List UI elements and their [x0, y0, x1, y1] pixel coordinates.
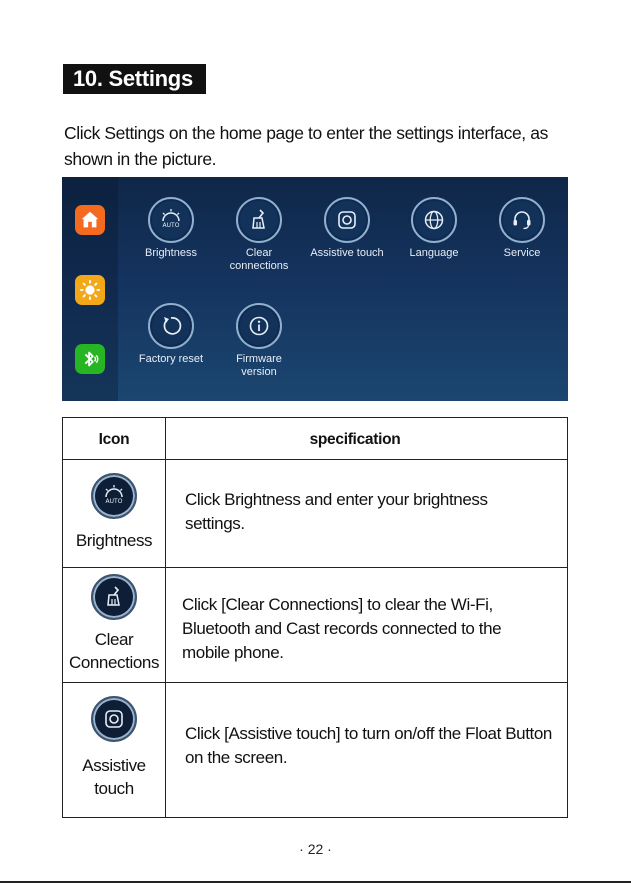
- home-icon: [79, 209, 101, 231]
- header-icon: Icon: [98, 431, 130, 448]
- row-description: Click Brightness and enter your brightness settings.: [185, 490, 488, 533]
- tile-brightness[interactable]: [121, 197, 221, 260]
- reset-icon: [158, 313, 184, 339]
- info-icon: [246, 313, 272, 339]
- column-divider: [165, 418, 166, 817]
- sidebar-brightness-button[interactable]: [75, 275, 105, 305]
- tile-assistive-touch[interactable]: [297, 197, 397, 260]
- sidebar-home-button[interactable]: [75, 205, 105, 235]
- row-description: Click [Assistive touch] to turn on/off the Float Button on the screen.: [185, 724, 552, 767]
- sun-icon: [79, 279, 101, 301]
- settings-screenshot: [62, 177, 568, 401]
- clear-brush-icon: [101, 584, 127, 610]
- tile-label: Assistive touch: [310, 247, 384, 259]
- tile-label: Service: [503, 247, 541, 259]
- tile-label: Brightness: [145, 247, 197, 259]
- assistive-touch-icon: [334, 207, 360, 233]
- settings-table: [62, 417, 568, 818]
- sidebar-bluetooth-button[interactable]: [75, 344, 105, 374]
- brightness-auto-icon: [101, 483, 127, 509]
- row-divider: [63, 459, 567, 460]
- table-row: [63, 473, 165, 552]
- brightness-auto-icon: [158, 207, 184, 233]
- tile-service[interactable]: [472, 197, 568, 260]
- svg-text:AUTO: AUTO: [105, 498, 123, 505]
- tile-label: Language: [409, 247, 459, 259]
- tile-label: Clear connections: [229, 247, 289, 272]
- row-divider: [63, 567, 567, 568]
- tile-factory-reset[interactable]: [121, 303, 221, 366]
- tile-clear-connections[interactable]: [209, 197, 309, 273]
- header-specification: specification: [309, 431, 401, 448]
- svg-text:AUTO: AUTO: [162, 222, 180, 229]
- table-row: [63, 574, 165, 674]
- row-name: Assistive touch: [82, 756, 146, 798]
- clear-brush-icon: [246, 207, 272, 233]
- row-name: Brightness: [75, 531, 153, 550]
- intro-paragraph: Click Settings on the home page to enter the settings interface, as shown in the picture.: [64, 123, 548, 169]
- page-number: · 22 ·: [299, 841, 332, 857]
- headset-icon: [509, 207, 535, 233]
- row-divider: [63, 682, 567, 683]
- tile-label: Factory reset: [138, 353, 204, 365]
- assistive-touch-icon: [101, 706, 127, 732]
- globe-icon: [421, 207, 447, 233]
- tile-language[interactable]: [384, 197, 484, 260]
- bluetooth-icon: [79, 348, 101, 370]
- row-description: Click [Clear Connections] to clear the Wi-Fi, Bluetooth and Cast records connected to the mobile phone.: [182, 595, 502, 662]
- section-heading: 10. Settings: [63, 64, 206, 94]
- tile-label: Firmware version: [236, 353, 282, 378]
- row-name: Clear Connections: [68, 630, 160, 672]
- tile-firmware-version[interactable]: [209, 303, 309, 379]
- table-row: [63, 696, 165, 800]
- settings-sidebar: [62, 177, 118, 401]
